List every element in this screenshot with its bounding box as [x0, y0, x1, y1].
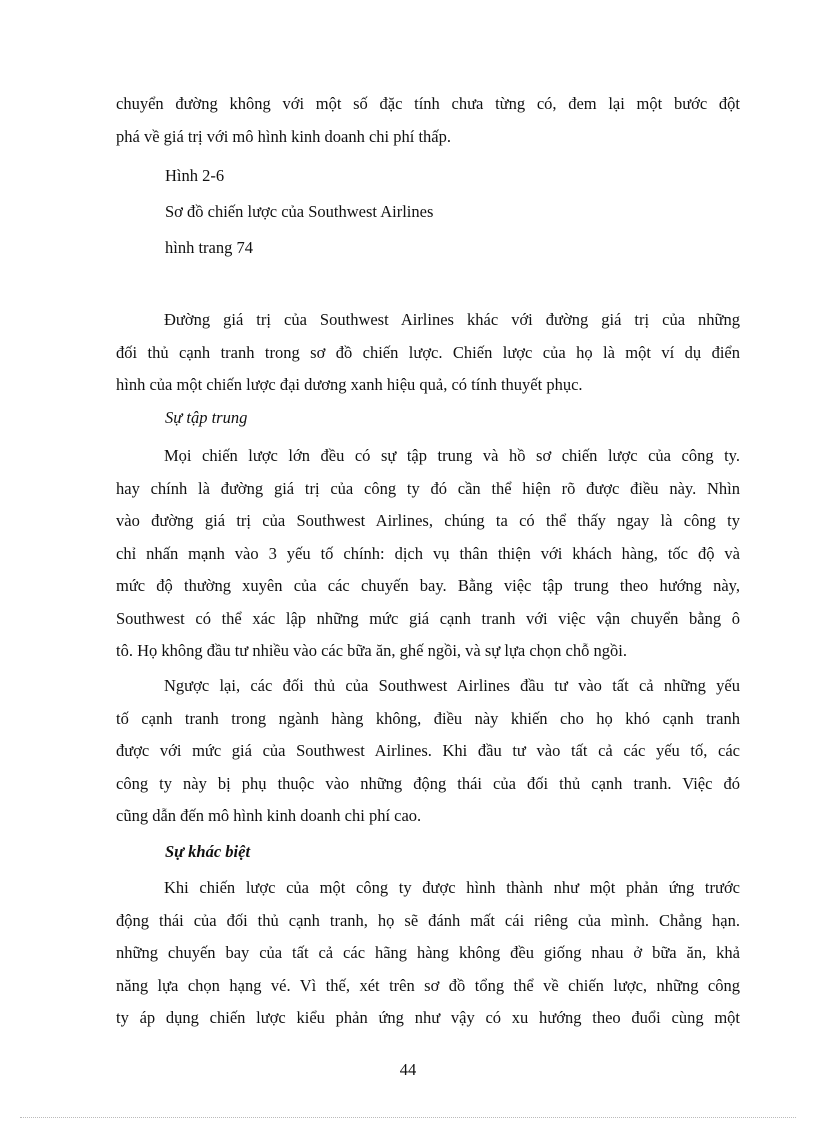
text-line: hình của một chiến lược đại dương xanh hiệu quả, có tính thuyết phục.	[116, 375, 583, 394]
text-line: mức độ thường xuyên của các chuyến bay. Bằng việc tập trung theo hướng này,	[116, 576, 740, 595]
text-line: động thái của đối thủ cạnh tranh, họ sẽ đánh mất cái riêng của mình. Chẳng hạn.	[116, 910, 740, 930]
text-line: Mọi chiến lược lớn đều có sự tập trung và hồ sơ chiến lược của công ty.	[164, 446, 740, 465]
page-number: 44	[399, 1060, 417, 1079]
text-line: chuyển đường không với một số đặc tính chưa từng có, đem lại một bước đột	[116, 94, 740, 113]
section-heading-difference: Sự khác biệt	[165, 842, 251, 861]
text-line: cũng dẫn đến mô hình kinh doanh chi phí cao.	[116, 806, 422, 825]
figure-note: hình trang 74	[165, 238, 253, 257]
paragraph-difference	[116, 872, 740, 1035]
text-line: năng lựa chọn hạng vé. Vì thế, xét trên sơ đồ tổng thể về chiến lược, những công	[116, 975, 740, 995]
paragraph-intro	[116, 88, 740, 153]
text-line: phá về giá trị với mô hình kinh doanh chi phí thấp.	[116, 126, 452, 146]
paragraph-focus	[116, 440, 740, 668]
text-line: vào đường giá trị của Southwest Airlines, chúng ta có thể thấy ngay là công ty	[116, 511, 740, 530]
paragraph-value-curve	[116, 304, 740, 402]
text-line: tố cạnh tranh trong ngành hàng không, điều này khiến cho họ khó cạnh tranh	[116, 708, 740, 728]
text-line: Ngược lại, các đối thủ của Southwest Airlines đầu tư vào tất cả những yếu	[164, 676, 740, 695]
page-bottom-divider	[20, 1117, 796, 1118]
paragraph-competitors	[116, 670, 740, 833]
text-line: Khi chiến lược của một công ty được hình thành như một phản ứng trước	[164, 878, 740, 897]
text-line: được với mức giá của Southwest Airlines. Khi đầu tư vào tất cả các yếu tố, các	[116, 741, 740, 760]
text-line: hay chính là đường giá trị của công ty đó cần thể hiện rõ được điều này. Nhìn	[116, 478, 740, 498]
text-line: những chuyến bay của tất cả các hãng hàng không đều giống nhau ở bữa ăn, khả	[116, 943, 740, 962]
text-line: chỉ nhấn mạnh vào 3 yếu tố chính: dịch vụ thân thiện với khách hàng, tốc độ và	[116, 543, 740, 563]
figure-number: Hình 2-6	[165, 166, 225, 185]
text-line: ty áp dụng chiến lược kiểu phản ứng như vậy có xu hướng theo đuổi cùng một	[116, 1008, 740, 1027]
text-line: công ty này bị phụ thuộc vào những động thái của đối thủ cạnh tranh. Việc đó	[116, 773, 740, 793]
section-heading-focus: Sự tập trung	[165, 408, 248, 427]
figure-title: Sơ đồ chiến lược của Southwest Airlines	[165, 202, 434, 221]
text-line: đối thủ cạnh tranh trong sơ đồ chiến lược. Chiến lược của họ là một ví dụ điển	[116, 342, 740, 362]
text-line: Đường giá trị của Southwest Airlines khác với đường giá trị của những	[164, 310, 740, 329]
text-line: Southwest có thể xác lập những mức giá cạnh tranh với việc vận chuyển bằng ô	[116, 608, 740, 628]
text-line: tô. Họ không đầu tư nhiều vào các bữa ăn, ghế ngồi, và sự lựa chọn chỗ ngồi.	[116, 641, 627, 660]
